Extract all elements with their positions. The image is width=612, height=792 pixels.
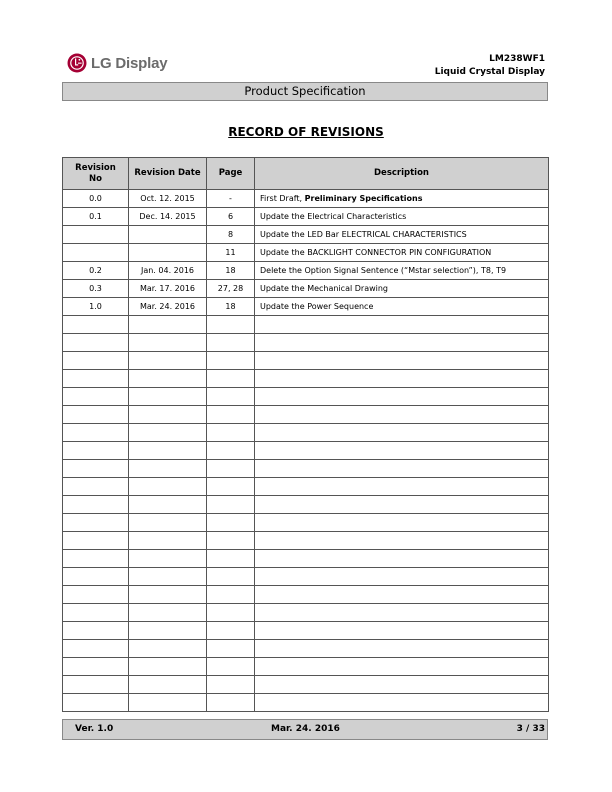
empty-cell <box>207 442 255 460</box>
empty-cell <box>63 676 129 694</box>
revision-date-cell: Jan. 04. 2016 <box>129 262 207 280</box>
empty-cell <box>255 460 549 478</box>
empty-table-row <box>63 586 549 604</box>
empty-table-row <box>63 388 549 406</box>
empty-table-row <box>63 622 549 640</box>
empty-cell <box>255 370 549 388</box>
empty-cell <box>255 316 549 334</box>
empty-cell <box>63 352 129 370</box>
empty-cell <box>129 388 207 406</box>
empty-table-row <box>63 478 549 496</box>
page-footer <box>62 719 548 740</box>
footer-page-number: 3 / 33 <box>516 724 545 734</box>
empty-cell <box>129 478 207 496</box>
empty-table-row <box>63 406 549 424</box>
empty-cell <box>255 514 549 532</box>
model-number: LM238WF1 <box>489 54 545 64</box>
empty-cell <box>129 352 207 370</box>
empty-cell <box>63 568 129 586</box>
empty-cell <box>255 586 549 604</box>
empty-table-row <box>63 550 549 568</box>
empty-cell <box>255 694 549 712</box>
empty-cell <box>255 568 549 586</box>
description-cell <box>255 226 549 244</box>
description-cell <box>255 298 549 316</box>
empty-cell <box>129 640 207 658</box>
empty-cell <box>63 424 129 442</box>
empty-table-row <box>63 676 549 694</box>
table-row <box>63 244 549 262</box>
empty-cell <box>63 658 129 676</box>
page-cell: 8 <box>207 226 255 244</box>
revision-no-cell: 0.2 <box>63 262 129 280</box>
revision-date-cell <box>129 226 207 244</box>
empty-table-row <box>63 640 549 658</box>
col-header-revision-no: Revision No <box>63 158 129 190</box>
empty-cell <box>129 370 207 388</box>
empty-table-row <box>63 316 549 334</box>
revision-date-cell: Mar. 17. 2016 <box>129 280 207 298</box>
col-header-page: Page <box>207 158 255 190</box>
empty-cell <box>207 334 255 352</box>
empty-cell <box>63 640 129 658</box>
empty-table-row <box>63 370 549 388</box>
empty-cell <box>63 622 129 640</box>
empty-table-row <box>63 442 549 460</box>
page-cell: - <box>207 190 255 208</box>
lg-face-logo-icon <box>67 53 87 73</box>
empty-cell <box>129 514 207 532</box>
empty-cell <box>63 316 129 334</box>
empty-cell <box>63 442 129 460</box>
empty-cell <box>207 622 255 640</box>
description-text: First Draft, <box>260 194 305 203</box>
empty-cell <box>255 550 549 568</box>
empty-cell <box>207 586 255 604</box>
empty-cell <box>255 676 549 694</box>
revision-no-cell: 0.3 <box>63 280 129 298</box>
table-row <box>63 226 549 244</box>
spec-banner: Product Specification <box>62 82 548 101</box>
empty-cell <box>129 442 207 460</box>
empty-cell <box>207 352 255 370</box>
empty-table-row <box>63 424 549 442</box>
description-cell <box>255 262 549 280</box>
empty-cell <box>255 640 549 658</box>
empty-cell <box>63 406 129 424</box>
empty-cell <box>255 442 549 460</box>
page-cell: 11 <box>207 244 255 262</box>
empty-cell <box>63 532 129 550</box>
footer-date: Mar. 24. 2016 <box>271 724 340 734</box>
empty-cell <box>63 496 129 514</box>
empty-cell <box>255 532 549 550</box>
revision-date-cell: Dec. 14. 2015 <box>129 208 207 226</box>
description-text: Update the Electrical Characteristics <box>260 212 407 221</box>
page-title: RECORD OF REVISIONS <box>228 125 384 139</box>
table-row <box>63 190 549 208</box>
empty-table-row <box>63 352 549 370</box>
empty-table-row <box>63 604 549 622</box>
empty-cell <box>63 334 129 352</box>
empty-cell <box>207 568 255 586</box>
description-text: Update the Mechanical Drawing <box>260 284 389 293</box>
empty-cell <box>207 388 255 406</box>
empty-cell <box>255 406 549 424</box>
description-bold-text: Preliminary Specifications <box>304 194 423 203</box>
empty-cell <box>129 316 207 334</box>
revision-date-cell <box>129 244 207 262</box>
revision-no-cell: 1.0 <box>63 298 129 316</box>
logo-wordmark: LG Display <box>91 54 168 72</box>
model-block <box>435 53 545 79</box>
col-header-description: Description <box>255 158 549 190</box>
col-header-revision-date: Revision Date <box>129 158 207 190</box>
description-text: Update the BACKLIGHT CONNECTOR PIN CONFIGURATION <box>260 248 492 257</box>
table-row <box>63 298 549 316</box>
footer-version: Ver. 1.0 <box>75 724 114 734</box>
empty-cell <box>207 640 255 658</box>
empty-cell <box>129 532 207 550</box>
revision-no-cell <box>63 244 129 262</box>
page-cell: 6 <box>207 208 255 226</box>
empty-cell <box>207 316 255 334</box>
empty-table-row <box>63 694 549 712</box>
description-text: Update the LED Bar ELECTRICAL CHARACTERISTICS <box>260 230 467 239</box>
description-cell <box>255 208 549 226</box>
lg-display-logo <box>67 52 167 74</box>
empty-table-row <box>63 658 549 676</box>
empty-cell <box>255 496 549 514</box>
empty-cell <box>63 604 129 622</box>
empty-cell <box>207 658 255 676</box>
revisions-table <box>62 157 549 712</box>
empty-cell <box>63 388 129 406</box>
empty-cell <box>129 424 207 442</box>
table-row <box>63 208 549 226</box>
empty-cell <box>207 514 255 532</box>
table-header-row <box>63 158 549 190</box>
empty-cell <box>207 406 255 424</box>
page-cell: 18 <box>207 262 255 280</box>
empty-cell <box>207 694 255 712</box>
empty-table-row <box>63 514 549 532</box>
product-type: Liquid Crystal Display <box>434 67 545 77</box>
page-cell: 27, 28 <box>207 280 255 298</box>
table-row <box>63 262 549 280</box>
empty-cell <box>207 496 255 514</box>
empty-cell <box>255 604 549 622</box>
revision-date-cell: Oct. 12. 2015 <box>129 190 207 208</box>
empty-cell <box>207 478 255 496</box>
empty-cell <box>129 586 207 604</box>
table-row <box>63 280 549 298</box>
revision-no-cell: 0.1 <box>63 208 129 226</box>
description-cell <box>255 244 549 262</box>
empty-table-row <box>63 496 549 514</box>
empty-cell <box>129 496 207 514</box>
description-text: Update the Power Sequence <box>260 302 374 311</box>
page-cell: 18 <box>207 298 255 316</box>
empty-cell <box>207 604 255 622</box>
empty-cell <box>129 658 207 676</box>
empty-cell <box>207 424 255 442</box>
empty-table-row <box>63 460 549 478</box>
empty-cell <box>207 550 255 568</box>
empty-cell <box>129 460 207 478</box>
description-text: Delete the Option Signal Sentence (“Mstar selection”), T8, T9 <box>260 266 507 275</box>
revision-no-cell: 0.0 <box>63 190 129 208</box>
empty-cell <box>255 388 549 406</box>
empty-cell <box>255 334 549 352</box>
empty-cell <box>207 460 255 478</box>
empty-cell <box>63 514 129 532</box>
empty-cell <box>207 532 255 550</box>
empty-cell <box>63 460 129 478</box>
empty-cell <box>63 586 129 604</box>
empty-cell <box>129 676 207 694</box>
description-cell <box>255 190 549 208</box>
empty-cell <box>63 370 129 388</box>
empty-cell <box>255 424 549 442</box>
empty-cell <box>255 478 549 496</box>
empty-cell <box>129 550 207 568</box>
empty-cell <box>207 370 255 388</box>
empty-cell <box>207 676 255 694</box>
empty-cell <box>129 622 207 640</box>
description-cell <box>255 280 549 298</box>
empty-table-row <box>63 532 549 550</box>
empty-table-row <box>63 334 549 352</box>
empty-cell <box>129 334 207 352</box>
empty-cell <box>63 478 129 496</box>
empty-cell <box>255 622 549 640</box>
empty-table-row <box>63 568 549 586</box>
empty-cell <box>129 568 207 586</box>
empty-cell <box>129 604 207 622</box>
empty-cell <box>255 352 549 370</box>
revision-date-cell: Mar. 24. 2016 <box>129 298 207 316</box>
empty-cell <box>63 550 129 568</box>
empty-cell <box>63 694 129 712</box>
empty-cell <box>255 658 549 676</box>
empty-cell <box>129 406 207 424</box>
revision-no-cell <box>63 226 129 244</box>
empty-cell <box>129 694 207 712</box>
